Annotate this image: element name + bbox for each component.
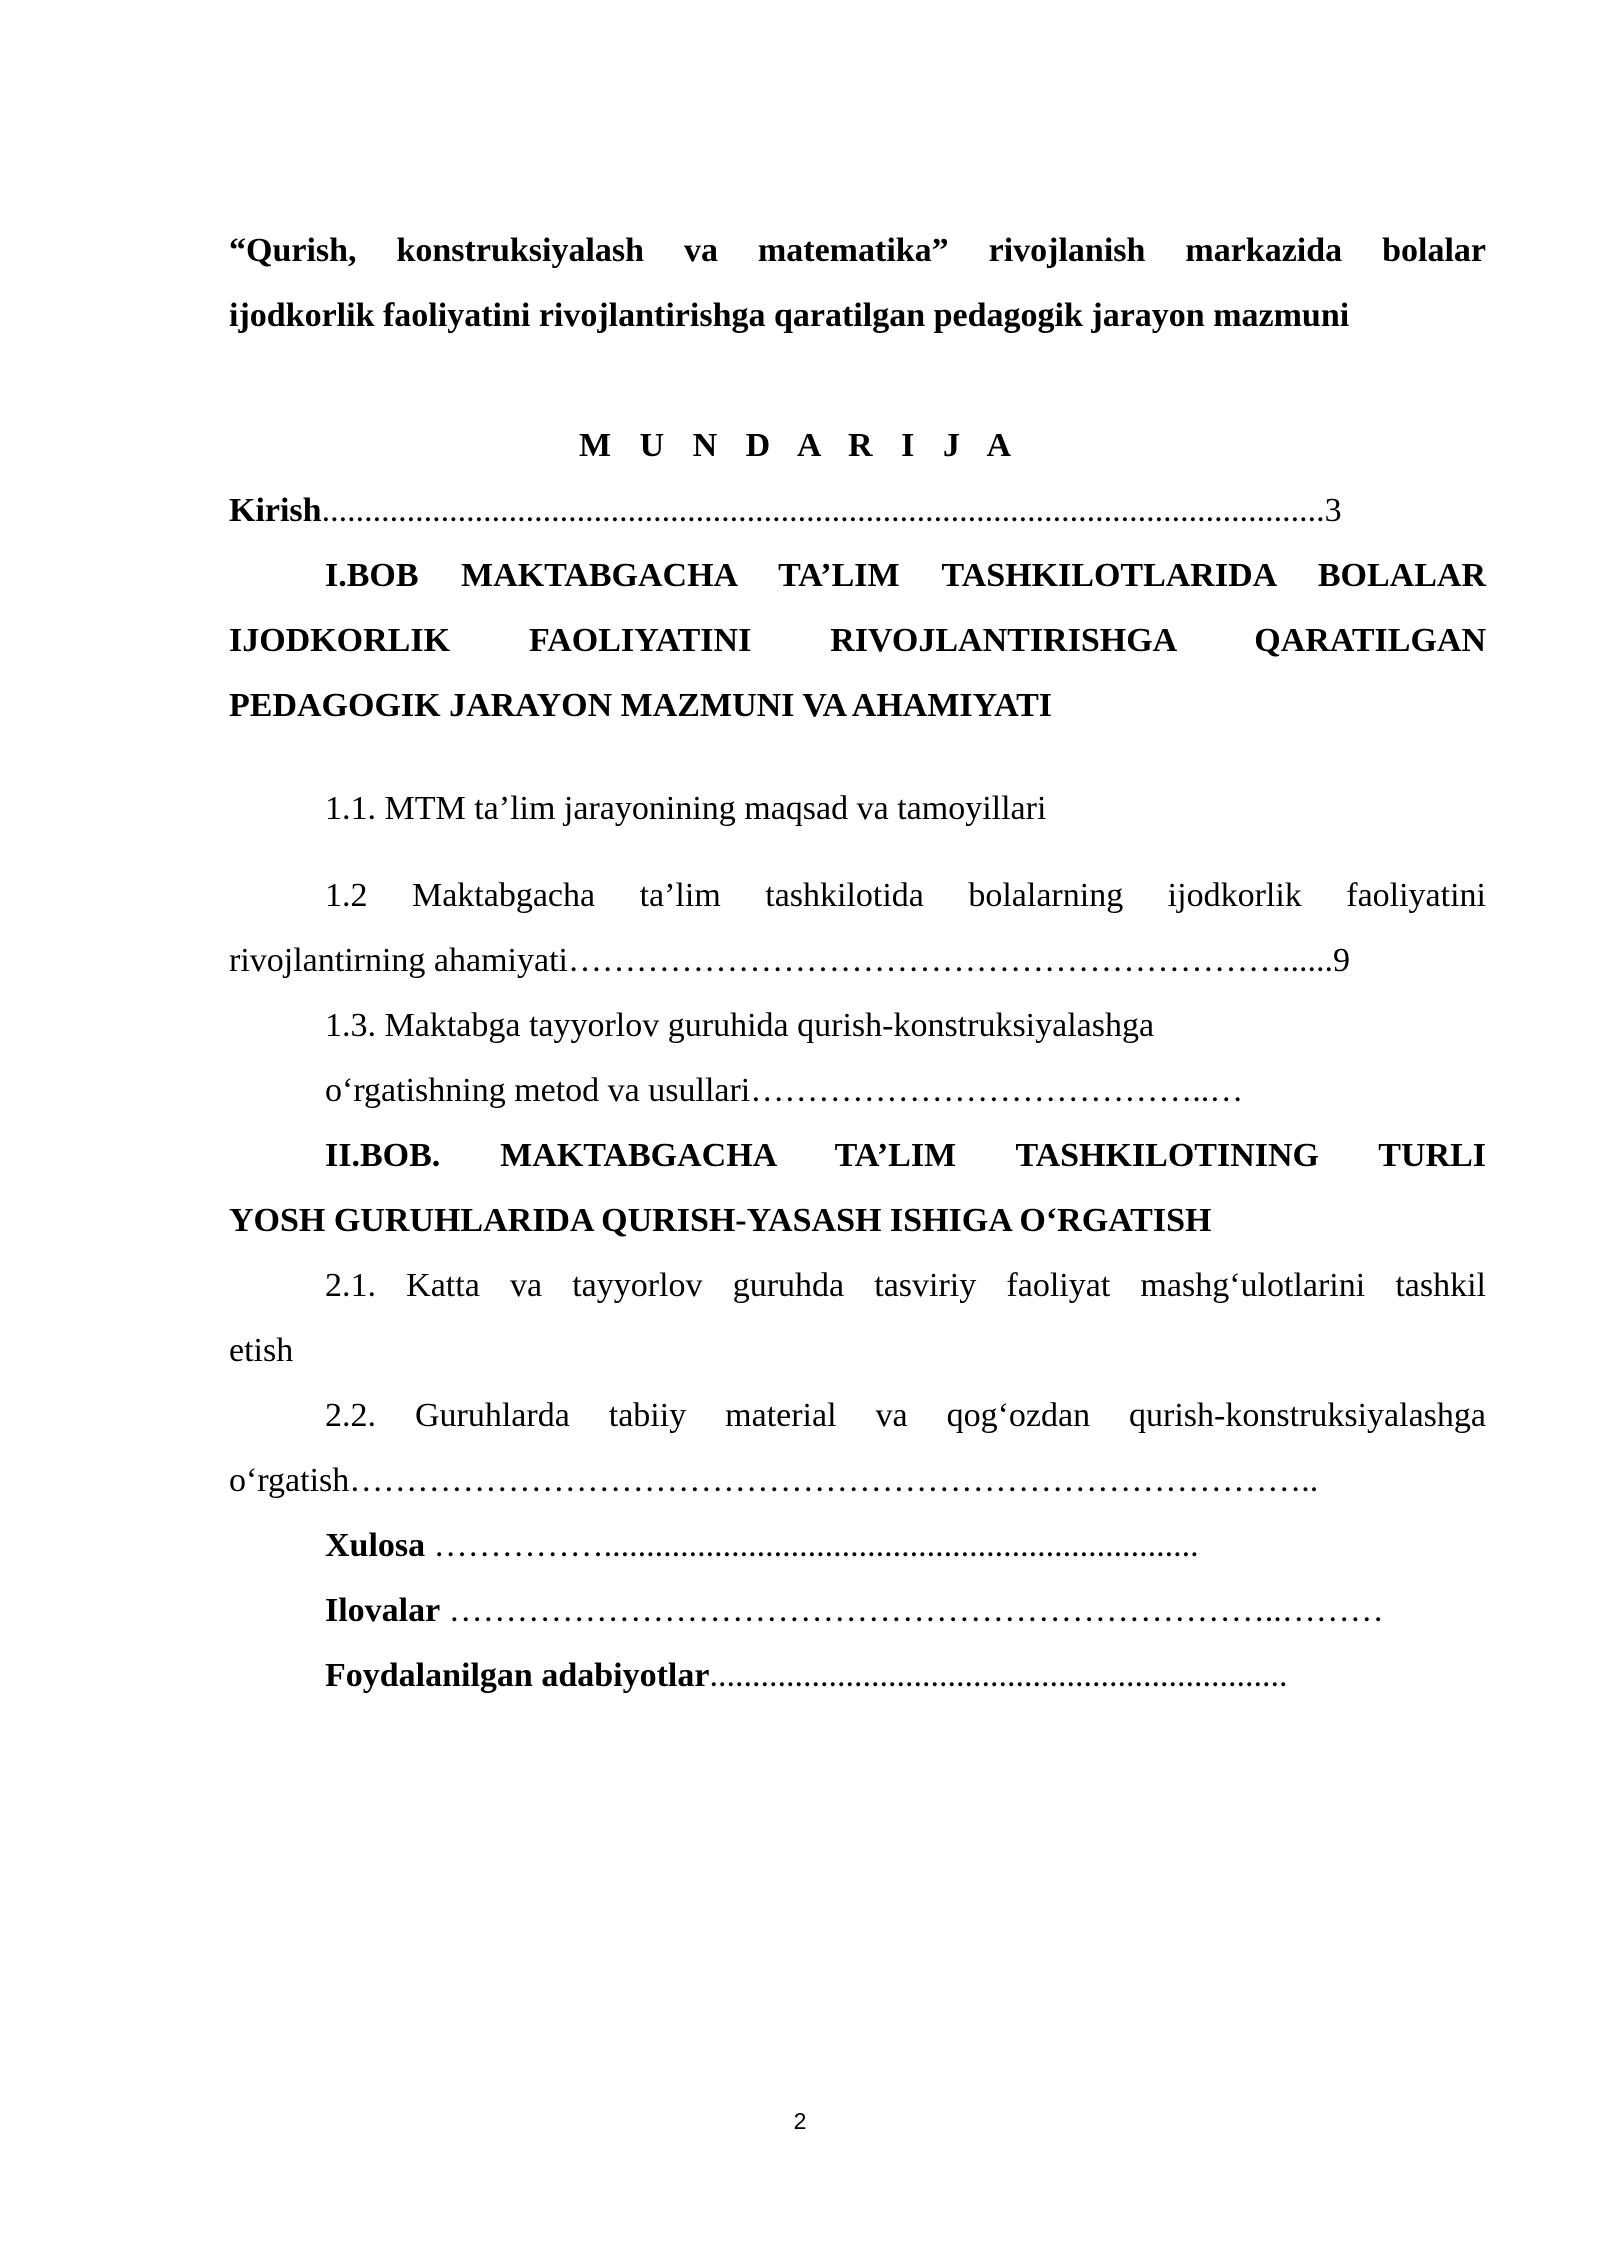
toc-section-1-3-line-2: o‘rgatishning metod va usullari…………………………………..… [325,1072,1244,1109]
toc-section-2-1-line-1: 2.1. Katta va tayyorlov guruhda tasviriy faoliyat mashg‘ulotlarini tashkil [325,1267,1486,1304]
toc-leader: .................................................................... [709,1657,1288,1694]
page-number: 2 [793,2108,807,2134]
toc-leader: ...................................................................................................................... [321,492,1325,529]
toc-entry-label: Ilovalar [325,1592,441,1629]
toc-chapter-1-line-1: I.BOB MAKTABGACHA TA’LIM TASHKILOTLARIDA BOLALAR [325,557,1486,594]
toc-section-2-2-line-2: o‘rgatish………………………………………………………………………….. [229,1462,1319,1499]
toc-section-1-2-line-2: rivojlantirning ahamiyati………………………………………………………......9 [229,942,1350,979]
toc-chapter-1-line-3: PEDAGOGIK JARAYON MAZMUNI VA AHAMIYATI [229,687,1053,724]
toc-section-1-1: 1.1. MTM ta’lim jarayonining maqsad va tamoyillari [325,790,1047,827]
toc-chapter-2-line-2: YOSH GURUHLARIDA QURISH-YASASH ISHIGA O‘RGATISH [229,1202,1212,1239]
toc-entry-label: Xulosa [325,1527,426,1564]
toc-heading: M U N D A R I J A [578,427,1022,464]
toc-entry-label: Foydalanilgan adabiyotlar [325,1657,710,1694]
toc-section-2-2-line-1: 2.2. Guruhlarda tabiiy material va qog‘ozdan qurish-konstruksiyalashga [325,1397,1486,1434]
toc-page-number: 3 [1324,492,1342,529]
toc-section-1-3-line-1: 1.3. Maktabga tayyorlov guruhida qurish-konstruksiyalashga [325,1007,1155,1044]
toc-entry-label: Kirish [229,492,322,529]
toc-chapter-1-line-2: IJODKORLIK FAOLIYATINI RIVOJLANTIRISHGA QARATILGAN [229,622,1486,659]
toc-entry-ilovalar [325,1578,1384,1643]
toc-chapter-2-line-1: II.BOB. MAKTABGACHA TA’LIM TASHKILOTINING TURLI [325,1137,1486,1174]
toc-entry-adabiyotlar [325,1643,1287,1708]
toc-leader: ……………...................................................................... [425,1527,1199,1564]
toc-leader: ………………………………………………………………..……… [440,1592,1384,1629]
toc-section-2-1-line-2: etish [229,1332,294,1369]
document-title-line-2: ijodkorlik faoliyatini rivojlantirishga qaratilgan pedagogik jarayon mazmuni [229,297,1350,334]
document-title-line-1: “Qurish, konstruksiyalash va matematika” rivojlanish markazida bolalar [229,232,1486,269]
toc-entry-xulosa [325,1513,1199,1578]
toc-section-1-2-line-1: 1.2 Maktabgacha ta’lim tashkilotida bolalarning ijodkorlik faoliyatini [325,877,1486,914]
toc-entry-kirish [229,478,1342,543]
